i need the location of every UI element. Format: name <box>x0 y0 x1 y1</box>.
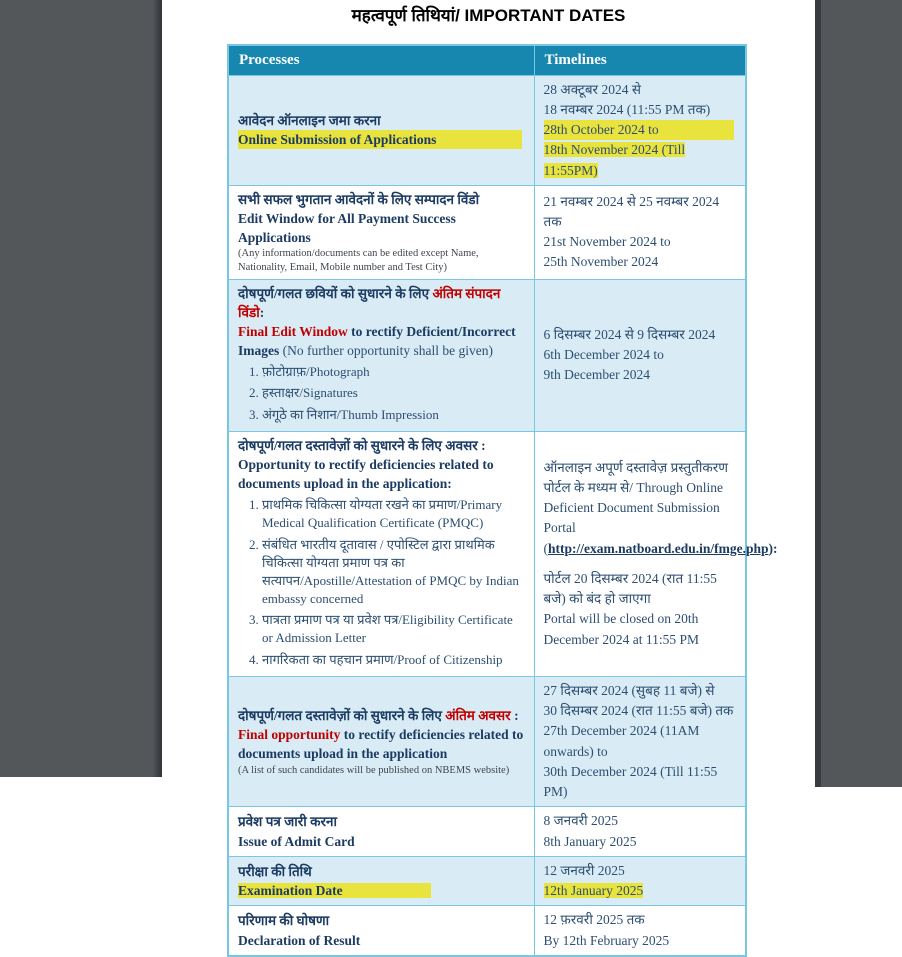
text-span: : <box>259 304 265 320</box>
text-span: ): <box>768 540 778 556</box>
text-span: परिणाम की घोषणा <box>238 913 330 929</box>
text-span: 30th December 2024 (Till 11:55 PM) <box>543 763 718 800</box>
text-line <box>544 811 737 831</box>
text-line <box>544 232 737 252</box>
text-line <box>238 725 525 763</box>
text-span: आवेदन ऑनलाइन जमा करना <box>238 112 381 128</box>
process-cell <box>228 279 534 431</box>
text-line <box>544 721 737 762</box>
text-span: सभी सफल भुगतान आवेदनों के लिए सम्पादन विंडो <box>238 191 480 207</box>
text-span: 30 दिसम्बर 2024 (रात 11:55 बजे) तक <box>543 703 734 719</box>
text-span: संबंधित भारतीय दूतावास / एपोस्टिल द्वारा प्राथमिक चिकित्सा योग्यता प्रमाण पत्र का सत्यापन/Apostille/Attestation of PMQC by Indian embassy concerned <box>262 536 519 607</box>
table-row <box>228 906 746 956</box>
text-span: 18 नवम्बर 2024 (11:55 PM तक) <box>543 101 711 117</box>
list-item <box>262 651 525 669</box>
table-row <box>228 856 746 906</box>
list-item <box>262 496 525 532</box>
process-cell <box>228 75 534 185</box>
text-span: 21 नवम्बर 2024 से 25 नवम्बर 2024 तक <box>543 193 720 229</box>
text-span: अंगूठे का निशान/Thumb Impression <box>262 406 439 422</box>
text-span: to rectify Deficient/Incorrect Images <box>238 323 516 358</box>
text-span: Final Edit Window <box>238 323 348 339</box>
text-span: Final opportunity <box>238 727 341 743</box>
text-line <box>238 862 525 881</box>
text-span: हस्ताक्षर/Signatures <box>262 385 358 401</box>
process-cell <box>228 856 534 906</box>
document-page <box>162 0 815 948</box>
spacer <box>544 559 737 569</box>
text-span: Examination Date <box>238 883 431 898</box>
text-line <box>544 80 737 100</box>
text-span: 6th December 2024 to <box>543 346 664 362</box>
text-line <box>544 681 737 701</box>
timeline-cell <box>534 807 746 857</box>
text-span: By 12th February 2025 <box>543 932 670 948</box>
text-line <box>238 284 525 322</box>
text-span: 25th November 2024 <box>543 254 659 270</box>
text-span: प्राथमिक चिकित्सा योग्यता रखने का प्रमाण/Primary Medical Qualification Certificate (PMQC) <box>262 497 503 531</box>
list-item <box>262 406 525 424</box>
timeline-cell <box>534 431 778 676</box>
text-line <box>238 764 525 778</box>
text-line <box>238 455 525 493</box>
text-line <box>238 209 525 247</box>
text-span: 6 दिसम्बर 2024 से 9 दिसम्बर 2024 <box>543 326 716 342</box>
text-line <box>544 140 737 181</box>
text-line <box>544 701 737 721</box>
viewer-background-right <box>815 0 902 787</box>
text-span: नागरिकता का पहचान प्रमाण/Proof of Citizenship <box>262 651 503 667</box>
column-header-timelines: Timelines <box>534 45 746 75</box>
text-line <box>544 931 737 951</box>
text-line <box>544 910 737 930</box>
text-span: अंतिम संपादन विंडो <box>238 285 501 320</box>
list-item <box>262 363 525 381</box>
text-line <box>238 436 525 455</box>
text-span: 27th December 2024 (11AM onwards) to <box>543 723 700 759</box>
text-line <box>544 609 737 650</box>
process-cell <box>228 906 534 956</box>
text-line <box>238 931 525 950</box>
table-row <box>228 279 746 431</box>
text-line <box>544 252 737 272</box>
table-row <box>228 431 746 676</box>
text-span: (A list of such candidates will be published on NBEMS website) <box>238 764 510 776</box>
text-span: Declaration of Result <box>238 932 361 948</box>
text-span: (No further opportunity shall be given) <box>279 342 493 358</box>
list-item <box>262 536 525 609</box>
text-span: पात्रता प्रमाण पत्र या प्रवेश पत्र/Eligibility Certificate or Admission Letter <box>262 612 513 646</box>
text-line <box>238 111 525 130</box>
text-span: परीक्षा की तिथि <box>238 863 312 879</box>
text-span: Portal will be closed on 20th December 2024 at 11:55 PM <box>543 611 699 647</box>
table-header <box>228 45 746 75</box>
page-title: महत्वपूर्ण तिथियां/ IMPORTANT DATES <box>351 6 626 25</box>
table-row <box>228 807 746 857</box>
text-line <box>544 120 737 140</box>
text-span: 12 जनवरी 2025 <box>543 862 625 878</box>
text-line <box>543 458 778 559</box>
text-line <box>238 247 525 274</box>
text-line <box>544 861 737 881</box>
text-span: दोषपूर्ण/गलत दस्तावेज़ों को सुधारने के लिए <box>238 708 446 724</box>
text-line <box>544 192 737 233</box>
text-span: 8th January 2025 <box>543 833 637 849</box>
table-row <box>228 185 746 279</box>
list-item <box>262 384 525 402</box>
text-span: दोषपूर्ण/गलत छवियों को सुधारने के लिए <box>238 285 433 301</box>
text-line <box>544 325 737 345</box>
text-span: 28 अक्टूबर 2024 से <box>543 81 641 97</box>
text-line <box>238 706 525 725</box>
text-span: 18th November 2024 (Till 11:55PM) <box>543 142 686 178</box>
page-shadow-left <box>153 0 162 777</box>
text-span: (Any information/documents can be edited except Name, Nationality, Email, Mobile number and Test City) <box>238 248 479 273</box>
text-span: Issue of Admit Card <box>238 833 355 849</box>
process-cell <box>228 807 534 857</box>
column-header-processes: Processes <box>228 45 534 75</box>
numbered-list <box>238 496 525 669</box>
text-span: 28th October 2024 to <box>544 120 735 140</box>
timeline-cell <box>534 856 746 906</box>
list-item <box>262 611 525 647</box>
timeline-cell <box>534 676 746 807</box>
text-span: पोर्टल 20 दिसम्बर 2024 (रात 11:55 बजे) को बंद हो जाएगा <box>543 570 717 607</box>
text-line <box>544 365 737 385</box>
text-span: Opportunity to rectify deficiencies related to documents upload in the application: <box>238 456 494 491</box>
text-line <box>238 130 525 149</box>
text-line <box>544 345 737 365</box>
text-line <box>544 569 737 610</box>
timeline-cell <box>534 906 746 956</box>
numbered-list <box>238 363 525 424</box>
text-span: Edit Window for All Payment Success Applications <box>238 210 456 246</box>
text-line <box>544 832 737 852</box>
process-cell <box>228 431 534 676</box>
text-line <box>544 100 737 120</box>
text-span: 12th January 2025 <box>543 883 644 899</box>
text-span: : <box>510 708 519 724</box>
text-span: अंतिम अवसर <box>445 708 511 724</box>
portal-link[interactable]: http://exam.natboard.edu.in/fmge.php <box>548 540 769 556</box>
text-span: ऑनलाइन अपूर्ण दस्तावेज़ प्रस्तुतीकरण पोर्टल के मध्यम से/ Through Online Deficient Document Submission Portal ( <box>543 459 729 556</box>
text-line <box>238 190 525 209</box>
text-line <box>238 322 525 360</box>
text-span: 9th December 2024 <box>543 367 650 383</box>
table-row <box>228 676 746 807</box>
table-row <box>228 75 746 185</box>
text-span: फ़ोटोग्राफ़/Photograph <box>262 364 370 380</box>
process-cell <box>228 676 534 807</box>
text-line <box>544 881 737 901</box>
text-span: 12 फ़रवरी 2025 तक <box>543 912 645 928</box>
text-line <box>238 832 525 851</box>
viewer-background-left <box>0 0 153 777</box>
text-line <box>238 881 525 900</box>
text-span: Online Submission of Applications <box>238 130 522 149</box>
text-span: प्रवेश पत्र जारी करना <box>238 814 338 830</box>
text-line <box>544 762 737 803</box>
table-body <box>228 75 778 956</box>
text-span: to rectify deficiencies related to documents upload in the application <box>238 727 524 762</box>
important-dates-table <box>227 44 778 957</box>
table-header-row <box>228 45 746 75</box>
text-span: 8 जनवरी 2025 <box>543 813 619 829</box>
timeline-cell <box>534 279 746 431</box>
timeline-cell <box>534 75 746 185</box>
text-span: 27 दिसम्बर 2024 (सुबह 11 बजे) से <box>543 682 715 698</box>
text-span: दोषपूर्ण/गलत दस्तावेज़ों को सुधारने के लिए अवसर : <box>238 437 486 453</box>
process-cell <box>228 185 534 279</box>
text-span: 21st November 2024 to <box>543 234 671 250</box>
text-line <box>238 812 525 831</box>
timeline-cell <box>534 185 746 279</box>
text-line <box>238 911 525 930</box>
